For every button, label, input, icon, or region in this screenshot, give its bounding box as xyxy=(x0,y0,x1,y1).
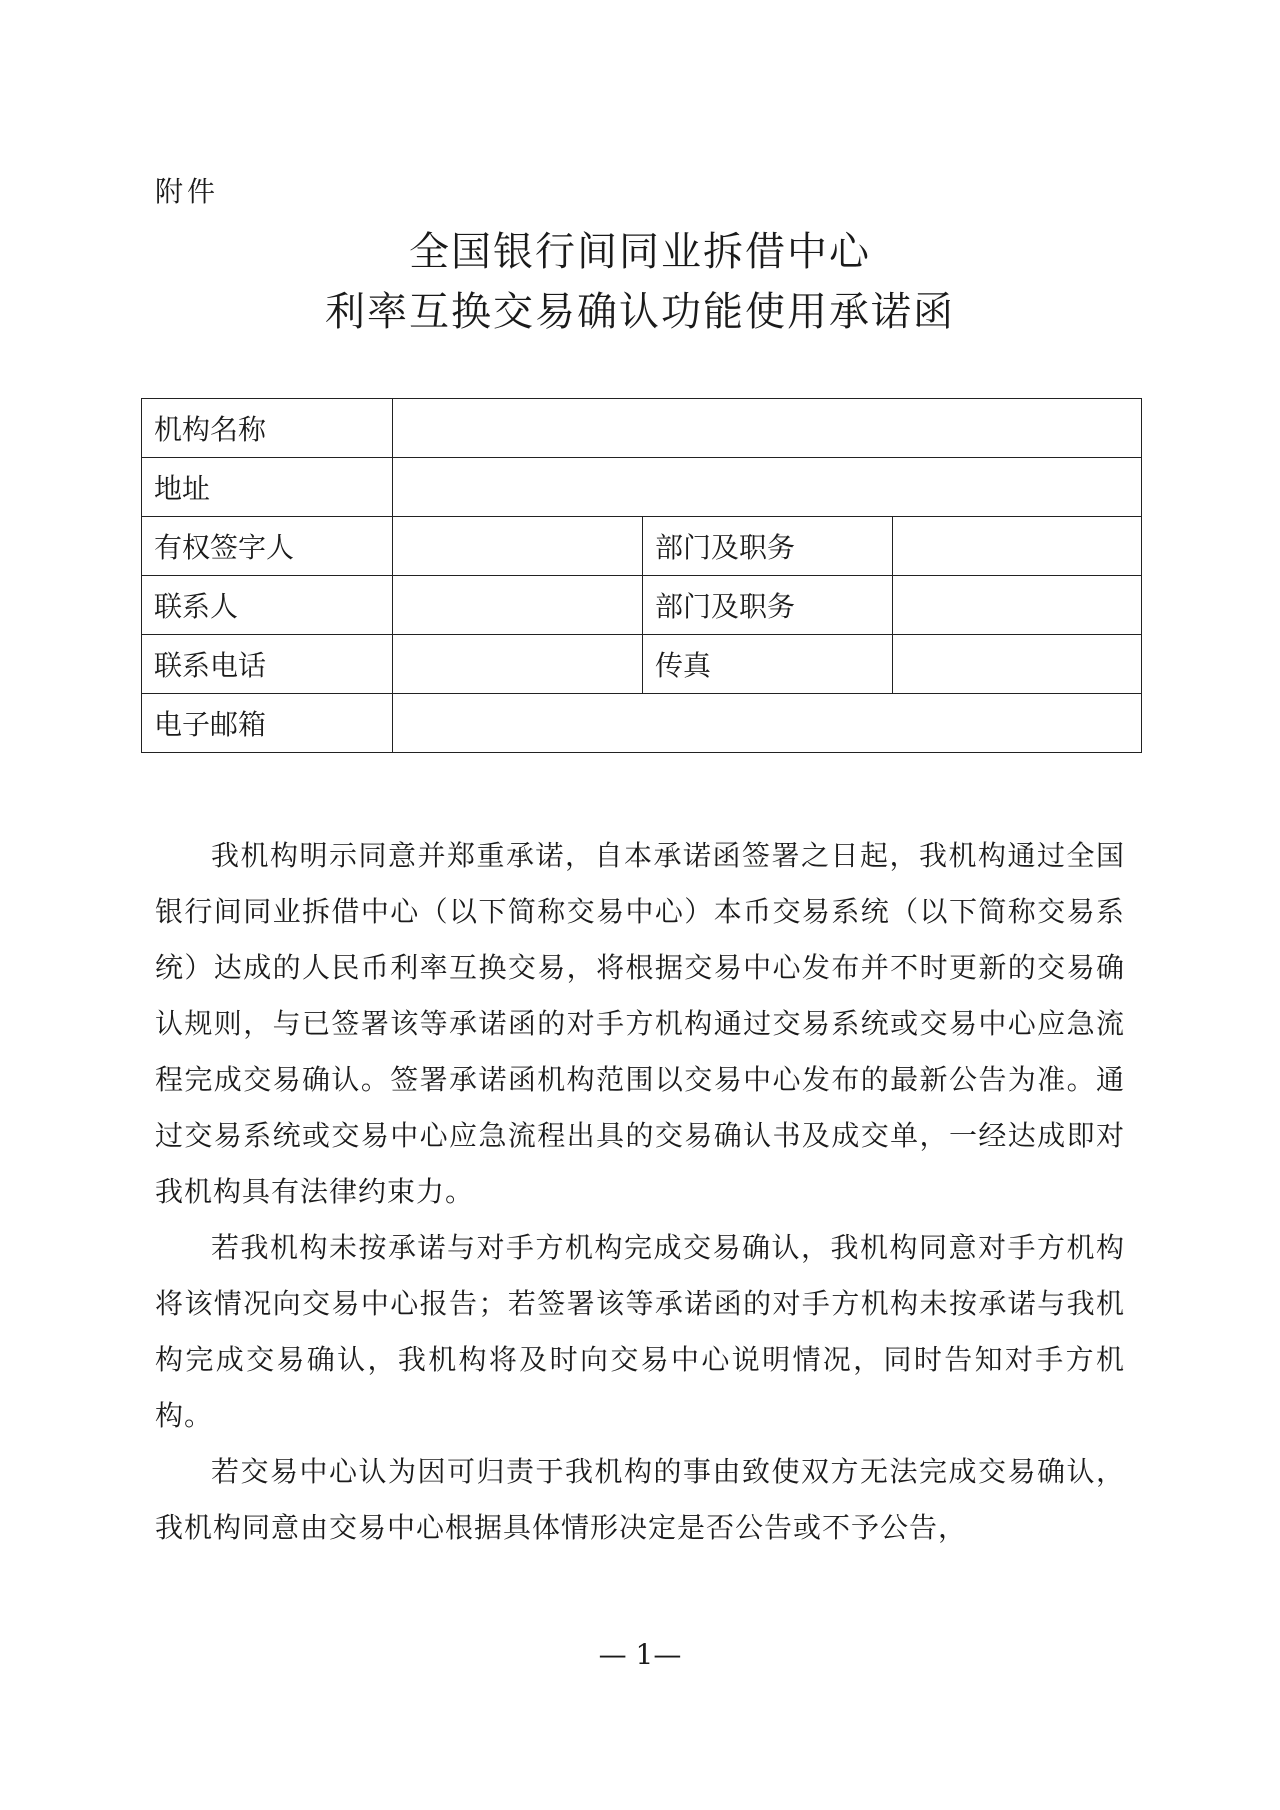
attachment-label: 附件 xyxy=(155,175,220,208)
signatory-dept-position-label: 部门及职务 xyxy=(643,517,893,576)
table-row xyxy=(142,694,1142,753)
signatory-dept-position-field[interactable] xyxy=(893,517,1142,576)
email-field[interactable] xyxy=(393,694,1142,753)
body-paragraph-3: 若交易中心认为因可归责于我机构的事由致使双方无法完成交易确认，我机构同意由交易中心根据具体情形决定是否公告或不予公告， xyxy=(155,1455,1125,1544)
table-row xyxy=(142,576,1142,635)
document-title-line-2: 利率互换交易确认功能使用承诺函 xyxy=(325,289,955,335)
commitment-body xyxy=(155,828,1125,1556)
info-form-table xyxy=(141,398,1142,753)
org-name-label: 机构名称 xyxy=(142,399,393,458)
fax-field[interactable] xyxy=(893,635,1142,694)
contact-label: 联系人 xyxy=(142,576,393,635)
email-label: 电子邮箱 xyxy=(142,694,393,753)
address-label: 地址 xyxy=(142,458,393,517)
signatory-label: 有权签字人 xyxy=(142,517,393,576)
table-row xyxy=(142,458,1142,517)
body-paragraph-1: 我机构明示同意并郑重承诺，自本承诺函签署之日起，我机构通过全国银行间同业拆借中心（以下简称交易中心）本币交易系统（以下简称交易系统）达成的人民币利率互换交易，将根据交易中心发布并不时更新的交易确认规则，与已签署该等承诺函的对手方机构通过交易系统或交易中心应急流程完成交易确认。签署承诺函机构范围以交易中心发布的最新公告为准。通过交易系统或交易中心应急流程出具的交易确认书及成交单，一经达成即对我机构具有法律约束力。 xyxy=(155,839,1125,1208)
table-row xyxy=(142,399,1142,458)
contact-dept-position-label: 部门及职务 xyxy=(643,576,893,635)
table-row xyxy=(142,635,1142,694)
phone-label: 联系电话 xyxy=(142,635,393,694)
org-name-field[interactable] xyxy=(393,399,1142,458)
phone-field[interactable] xyxy=(393,635,643,694)
contact-dept-position-field[interactable] xyxy=(893,576,1142,635)
page-number: — 1— xyxy=(598,1638,682,1671)
address-field[interactable] xyxy=(393,458,1142,517)
document-title-line-1: 全国银行间同业拆借中心 xyxy=(409,229,871,275)
body-paragraph-2: 若我机构未按承诺与对手方机构完成交易确认，我机构同意对手方机构将该情况向交易中心报告；若签署该等承诺函的对手方机构未按承诺与我机构完成交易确认，我机构将及时向交易中心说明情况，同时告知对手方机构。 xyxy=(155,1231,1125,1432)
signatory-field[interactable] xyxy=(393,517,643,576)
table-row xyxy=(142,517,1142,576)
fax-label: 传真 xyxy=(643,635,893,694)
contact-field[interactable] xyxy=(393,576,643,635)
